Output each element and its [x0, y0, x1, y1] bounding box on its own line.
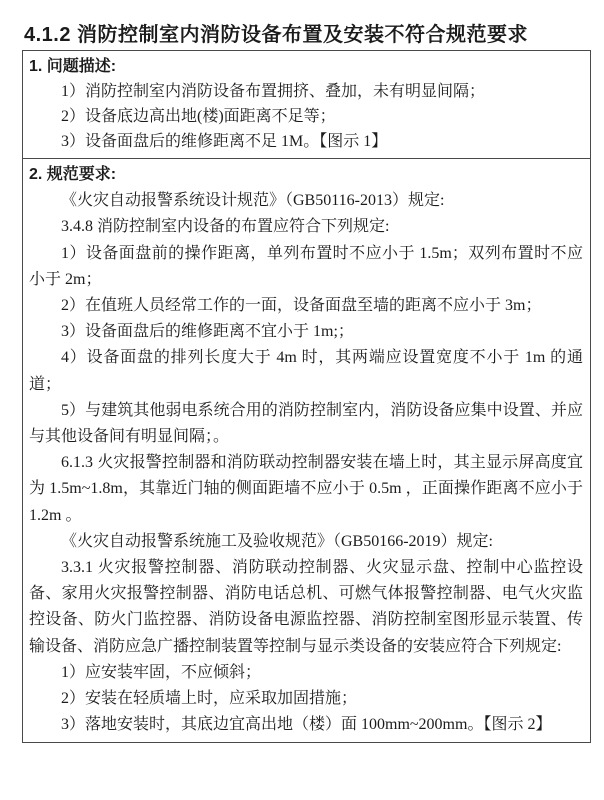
section-title: 4.1.2 消防控制室内消防设备布置及安装不符合规范要求	[24, 24, 529, 46]
requirement-paragraph: 3）设备面盘后的维修距离不宜小于 1m;；	[61, 323, 354, 341]
requirement-paragraph: 《火灾自动报警系统施工及验收规范》（GB50166-2019）规定:	[61, 532, 494, 550]
requirements-section	[23, 158, 590, 742]
requirement-paragraph: 5）与建筑其他弱电系统合用的消防控制室内，消防设备应集中设置、并应与其他设备间有明显间隔；。	[29, 401, 583, 446]
requirement-paragraph: 3）落地安装时，其底边宜高出地（楼）面 100mm~200mm。【图示 2】	[61, 716, 552, 734]
requirement-paragraph: 1）应安装牢固，不应倾斜；	[61, 663, 262, 681]
requirement-paragraph: 1）设备面盘前的操作距离，单列布置时不应小于 1.5m；双列布置时不应小于 2m；	[29, 244, 583, 288]
problem-heading: 1. 问题描述:	[29, 58, 117, 75]
problem-item: 1）消防控制室内消防设备布置拥挤、叠加，未有明显间隔；	[61, 83, 486, 100]
requirement-paragraph: 3.4.8 消防控制室内设备的布置应符合下列规定:	[61, 218, 390, 236]
requirement-paragraph: 2）安装在轻质墙上时，应采取加固措施；	[61, 690, 358, 708]
requirement-paragraph: 2）在值班人员经常工作的一面，设备面盘至墙的距离不应小于 3m；	[61, 297, 542, 315]
requirement-paragraph: 3.3.1 火灾报警控制器、消防联动控制器、火灾显示盘、控制中心监控设备、家用火灾报警控制器、消防电话总机、可燃气体报警控制器、电气火灾监控设备、防火门监控器、消防设备电源监控器、消防控制室图形显示装置、传输设备、消防应急广播控制装置等控制与显示类设备的安装应符合下列规定:	[29, 559, 583, 655]
content-table	[22, 50, 591, 743]
requirement-paragraph: 4）设备面盘的排列长度大于 4m 时，其两端应设置宽度不小于 1m 的通道；	[29, 349, 583, 393]
problem-item: 2）设备底边高出地(楼)面距离不足等；	[61, 108, 336, 125]
requirement-paragraph: 《火灾自动报警系统设计规范》（GB50116-2013）规定:	[61, 192, 445, 210]
document-page	[0, 24, 604, 743]
problem-item: 3）设备面盘后的维修距离不足 1M。【图示 1】	[61, 133, 388, 150]
requirement-paragraph: 6.1.3 火灾报警控制器和消防联动控制器安装在墙上时，其主显示屏高度宜为 1.5m~1.8m，其靠近门轴的侧面距墙不应小于 0.5m ，正面操作距离不应小于 1.2m 。	[29, 454, 583, 524]
requirements-heading: 2. 规范要求:	[29, 166, 117, 183]
problem-section	[23, 51, 590, 158]
